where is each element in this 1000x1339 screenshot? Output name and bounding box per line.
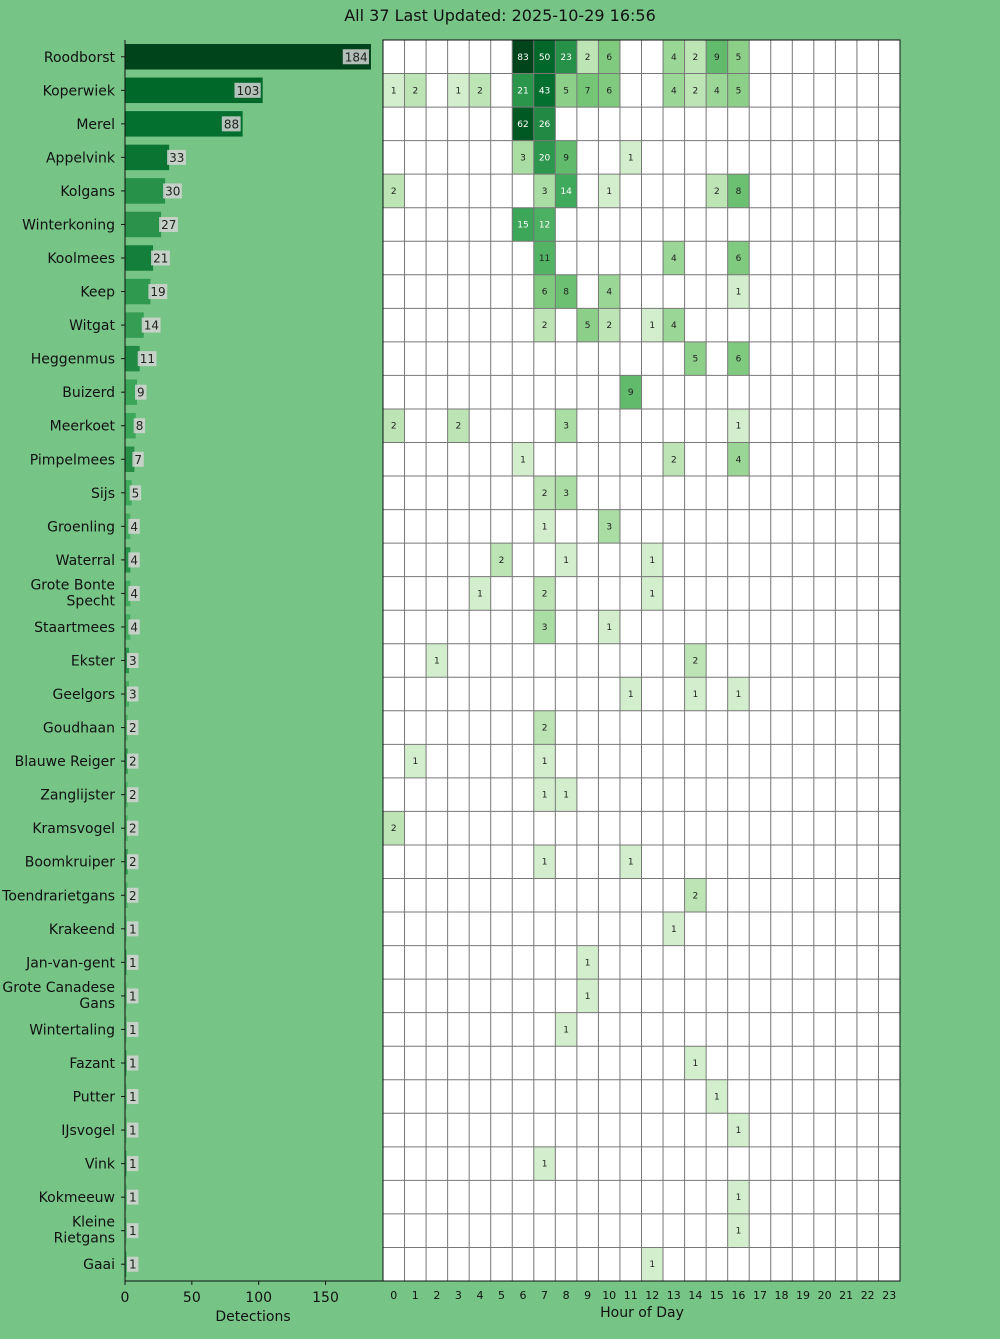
category-label: Sijs (91, 485, 115, 502)
bar-row (50, 413, 145, 438)
hour-tick-label: 7 (541, 1289, 549, 1302)
heatmap-cell-value: 1 (649, 321, 656, 332)
category-label: Kolgans (60, 183, 115, 200)
heatmap-cell-value: 3 (541, 186, 548, 197)
hour-tick-label: 10 (602, 1289, 617, 1302)
heatmap-row (534, 711, 556, 745)
bar-value-label: 4 (130, 553, 138, 568)
bar-value-label: 184 (344, 50, 368, 65)
category-label: Buizerd (62, 385, 115, 402)
bar (125, 245, 153, 270)
heatmap-cell-value: 1 (627, 857, 634, 868)
heatmap-cell-value: 1 (649, 589, 656, 600)
heatmap-row (706, 1080, 728, 1114)
bar-row (25, 950, 138, 975)
bar-value-label: 103 (236, 83, 260, 98)
heatmap-cell-value: 5 (735, 86, 742, 97)
bar (125, 178, 165, 203)
bar-value-label: 2 (129, 788, 137, 803)
category-label: Fazant (69, 1055, 115, 1072)
heatmap-cell-value: 2 (541, 488, 548, 499)
bar-value-label: 2 (129, 754, 137, 769)
bar-value-label: 7 (134, 452, 143, 467)
bar-value-label: 1 (129, 1224, 137, 1239)
category-label: IJsvogel (61, 1123, 115, 1140)
heatmap-cell-value: 5 (692, 354, 699, 365)
heatmap-row (577, 979, 599, 1013)
hour-tick-label: 4 (476, 1289, 484, 1302)
heatmap-row (577, 946, 599, 980)
heatmap-cell-value: 1 (563, 555, 569, 566)
bar-value-label: 4 (130, 620, 138, 635)
bar-row (40, 782, 138, 807)
heatmap-cell-value: 1 (584, 991, 591, 1002)
heatmap-cell-value: 1 (606, 622, 613, 633)
heatmap-row (663, 912, 685, 946)
category-label: Blauwe Reiger (14, 754, 115, 771)
hour-tick-label: 1 (411, 1289, 419, 1302)
hour-tick-label: 19 (796, 1289, 811, 1302)
hour-tick-label: 9 (584, 1289, 592, 1302)
heatmap-cell-value: 4 (735, 455, 742, 466)
bar-value-label: 1 (129, 1257, 137, 1272)
bar-value-label: 11 (139, 352, 155, 367)
category-label: Toendrarietgans (2, 888, 115, 905)
heatmap-cell-value: 1 (520, 455, 526, 466)
heatmap-cell-value: 2 (541, 321, 548, 332)
heatmap-cell-value: 2 (670, 455, 677, 466)
bar-value-label: 2 (129, 855, 137, 870)
bar-row (47, 514, 140, 539)
heatmap-cell-value: 1 (455, 86, 462, 97)
category-label: Heggenmus (30, 351, 115, 368)
hour-tick-label: 0 (390, 1289, 398, 1302)
heatmap-cell-value: 2 (541, 723, 548, 734)
heatmap-cell-value: 1 (670, 924, 677, 935)
heatmap-row (555, 1013, 577, 1047)
category-label: Groenling (47, 519, 115, 536)
heatmap-cell-value: 3 (606, 522, 613, 533)
bar-value-label: 4 (130, 586, 138, 601)
heatmap-cell-value: 2 (455, 421, 462, 432)
heatmap-cell-value: 15 (517, 220, 529, 231)
bar-value-label: 27 (161, 217, 177, 232)
heatmap-cell-value: 50 (538, 52, 551, 63)
bar-value-label: 1 (129, 922, 137, 937)
bar-row (25, 849, 139, 874)
hour-tick-label: 8 (562, 1289, 570, 1302)
bar-row (69, 1050, 138, 1075)
bar-value-label: 1 (129, 1157, 137, 1172)
hour-tick-label: 18 (774, 1289, 789, 1302)
heatmap-cell-value: 1 (390, 86, 397, 97)
heatmap-cell-value: 6 (606, 52, 613, 63)
heatmap-cell-value: 1 (735, 1126, 742, 1137)
heatmap-cell-value: 12 (538, 220, 551, 231)
heatmap-cell-value: 1 (477, 589, 483, 600)
category-label: Roodborst (43, 49, 115, 66)
bar-row (73, 1084, 139, 1109)
bar-row (2, 980, 138, 1012)
bar-value-label: 19 (150, 285, 166, 300)
hour-tick-label: 5 (497, 1289, 505, 1302)
heatmap-cell-value: 1 (735, 1193, 742, 1204)
heatmap-cell-value: 2 (390, 186, 397, 197)
bar-row (62, 379, 146, 404)
category-label: Goudhaan (42, 720, 115, 737)
bar-value-label: 2 (129, 821, 137, 836)
category-label: Jan-van-gent (26, 955, 115, 972)
heatmap-cell-value: 4 (606, 287, 613, 298)
bar-value-label: 4 (130, 519, 138, 534)
bar (125, 279, 150, 304)
heatmap-cell-value: 1 (541, 1159, 548, 1170)
bar (125, 312, 144, 337)
bar-value-label: 1 (129, 1056, 137, 1071)
heatmap-cell-value: 2 (477, 86, 483, 97)
heatmap-cell-value: 2 (584, 52, 591, 63)
bar-value-label: 2 (129, 888, 137, 903)
heatmap-row (728, 1113, 750, 1147)
heatmap-cell-value: 2 (606, 321, 613, 332)
category-label: Witgat (69, 318, 115, 335)
bar-value-label: 1 (129, 1090, 137, 1105)
bar-row (46, 145, 186, 170)
hour-tick-label: 11 (623, 1289, 638, 1302)
bar-value-label: 14 (143, 318, 160, 333)
heatmap-cell-value: 1 (433, 656, 440, 667)
hour-tick-label: 13 (666, 1289, 681, 1302)
hour-tick-label: 22 (860, 1289, 875, 1302)
hour-tick-label: 15 (709, 1289, 724, 1302)
category-label: Boomkruiper (24, 854, 115, 871)
heatmap-row (728, 1214, 750, 1248)
heatmap-cell-value: 1 (606, 186, 613, 197)
category-label: Ekster (70, 653, 115, 670)
hour-tick-label: 2 (433, 1289, 441, 1302)
heatmap-cell-value: 20 (538, 153, 551, 164)
heatmap-cell-value: 2 (692, 891, 699, 902)
heatmap-cell-value: 3 (563, 421, 569, 432)
category-label: Zanglijster (40, 787, 115, 804)
category-label: Putter (72, 1089, 115, 1106)
bar-row (47, 245, 170, 270)
bar-value-label: 33 (169, 150, 185, 165)
heatmap-cell-value: 1 (541, 757, 548, 768)
bar-row (15, 748, 139, 773)
heatmap-cell-value: 11 (538, 254, 551, 265)
heatmap-cell-value: 2 (390, 421, 397, 432)
heatmap-cell-value: 4 (670, 52, 677, 63)
heatmap-cell-value: 1 (627, 690, 634, 701)
heatmap-cell-value: 2 (498, 555, 505, 566)
category-label: Appelvink (45, 150, 115, 167)
bar-value-label: 88 (223, 117, 240, 132)
bar-row (60, 178, 181, 203)
heatmap-cell-value: 1 (649, 555, 656, 566)
bar-value-label: 1 (129, 955, 137, 970)
hour-tick-label: 3 (454, 1289, 462, 1302)
bar-row (91, 480, 141, 505)
bar-row (29, 1017, 138, 1042)
bar-value-label: 30 (165, 184, 181, 199)
bar-value-label: 5 (131, 486, 140, 501)
heatmap-cell-value: 4 (670, 321, 677, 332)
heatmap-cell-value: 2 (390, 824, 397, 835)
heatmap-row (685, 1046, 707, 1080)
bar-x-axis-label: Detections (215, 1309, 291, 1325)
bar (125, 145, 169, 170)
category-label: Staartmees (34, 619, 115, 636)
heatmap-cell-value: 5 (563, 86, 569, 97)
heatmap-cell-value: 4 (670, 86, 677, 97)
bar-row (34, 614, 140, 639)
heatmap-row (383, 811, 405, 845)
x-tick-label: 50 (182, 1290, 201, 1306)
hour-tick-label: 21 (839, 1289, 854, 1302)
heatmap-cell-value: 1 (584, 958, 591, 969)
category-label: Kramsvogel (32, 821, 115, 838)
heatmap-cell-value: 6 (541, 287, 548, 298)
heatmap-row (728, 1180, 750, 1214)
heatmap-cell-value: 1 (692, 690, 699, 701)
x-tick-label: 0 (120, 1290, 130, 1306)
heatmap-cell-value: 4 (670, 254, 677, 265)
heatmap-cell-value: 1 (541, 790, 548, 801)
heatmap-panel (383, 40, 900, 1302)
bar-row (69, 312, 160, 337)
category-label: Gaai (83, 1257, 115, 1274)
heatmap-cell-value: 8 (563, 287, 569, 298)
category-label: Pimpelmees (29, 452, 115, 469)
heatmap-row (534, 1147, 556, 1181)
hour-tick-label: 12 (645, 1289, 660, 1302)
bar-row (39, 1184, 139, 1209)
bar-row (31, 346, 157, 371)
bar-row (80, 279, 167, 304)
bar-value-label: 1 (129, 989, 137, 1004)
heatmap-cell-value: 1 (649, 1260, 656, 1271)
hour-tick-label: 14 (688, 1289, 703, 1302)
heatmap-cell-value: 4 (714, 86, 720, 97)
heatmap-cell-value: 1 (563, 1025, 569, 1036)
heatmap-cell-value: 21 (517, 86, 529, 97)
bar-row (22, 212, 178, 237)
heatmap-cell-value: 6 (735, 254, 742, 265)
bar-row (32, 815, 138, 840)
heatmap-cell-value: 2 (692, 52, 699, 63)
heatmap-cell-value: 1 (735, 287, 742, 298)
heatmap-cell-value: 83 (517, 52, 529, 63)
bar (125, 212, 161, 237)
hour-tick-label: 23 (882, 1289, 897, 1302)
bar-row (30, 447, 144, 472)
heatmap-x-axis-label: Hour of Day (600, 1305, 684, 1321)
heatmap-cell-value: 3 (541, 622, 548, 633)
bar-row (85, 1151, 139, 1176)
bar-value-label: 3 (129, 687, 137, 702)
category-label: Waterral (55, 552, 115, 569)
hour-tick-label: 16 (731, 1289, 746, 1302)
heatmap-cell-value: 1 (735, 421, 742, 432)
heatmap-cell-value: 5 (584, 321, 591, 332)
heatmap-cell-value: 3 (520, 153, 526, 164)
category-label: Grote Canadese Gans (2, 979, 115, 1012)
category-label: Koolmees (47, 251, 115, 268)
category-label: Geelgors (52, 687, 115, 704)
bar-row (43, 715, 138, 740)
heatmap-row (685, 879, 707, 913)
heatmap-row (620, 375, 642, 409)
bar-value-label: 8 (135, 419, 144, 434)
bar-row (71, 648, 139, 673)
heatmap-cell-value: 1 (692, 1058, 699, 1069)
hour-tick-label: 20 (817, 1289, 832, 1302)
heatmap-cell-value: 14 (560, 186, 572, 197)
bar (125, 346, 140, 371)
category-label: Keep (80, 284, 115, 301)
heatmap-cell-value: 3 (563, 488, 569, 499)
bar-value-label: 3 (129, 654, 137, 668)
bar-row (61, 1117, 138, 1142)
heatmap-cell-value: 9 (627, 388, 634, 399)
heatmap-cell-value: 23 (560, 52, 572, 63)
bar-chart-panel (1, 40, 383, 1306)
heatmap-cell-value: 9 (714, 52, 720, 63)
bar-row (30, 577, 139, 609)
heatmap-cell-value: 8 (735, 186, 742, 197)
bar-value-label: 1 (129, 1190, 137, 1205)
heatmap-cell-value: 2 (714, 186, 720, 197)
heatmap-cell-value: 2 (692, 86, 699, 97)
category-label: Krakeend (48, 921, 115, 938)
heatmap-cell-value: 1 (412, 757, 419, 768)
heatmap-cell-value: 26 (538, 119, 551, 130)
bar-row (54, 1215, 139, 1247)
category-label: Meerkoet (49, 418, 115, 435)
heatmap-cell-value: 6 (735, 354, 742, 365)
bar-value-label: 1 (129, 1022, 137, 1037)
bar-value-label: 1 (129, 1123, 137, 1138)
category-label: Koperwiek (42, 83, 115, 100)
bar-value-label: 21 (153, 251, 169, 266)
heatmap-cell-value: 1 (627, 153, 634, 164)
heatmap-cell-value: 2 (412, 86, 419, 97)
bar-row (1, 883, 138, 908)
bar-row (56, 547, 140, 572)
heatmap-cell-value: 2 (692, 656, 699, 667)
heatmap-cell-value: 1 (714, 1092, 720, 1103)
hour-tick-label: 6 (519, 1289, 527, 1302)
heatmap-cell-value: 5 (735, 52, 742, 63)
heatmap-cell-value: 7 (584, 86, 591, 97)
chart-title: All 37 Last Updated: 2025-10-29 16:56 (344, 6, 656, 25)
x-tick-label: 100 (245, 1290, 273, 1306)
category-label: Kleine Rietgans (53, 1214, 115, 1247)
bar-row (83, 1251, 138, 1276)
hour-tick-label: 17 (752, 1289, 767, 1302)
category-label: Merel (76, 116, 115, 133)
bar (125, 44, 371, 69)
heatmap-cell-value: 2 (541, 589, 548, 600)
heatmap-cell-value: 1 (735, 1226, 742, 1237)
heatmap-cell-value: 1 (563, 790, 569, 801)
category-label: Wintertaling (29, 1022, 115, 1039)
heatmap-row (642, 1247, 664, 1281)
category-label: Vink (84, 1156, 115, 1173)
heatmap-cell-value: 43 (538, 86, 551, 97)
x-tick-label: 150 (312, 1290, 339, 1306)
category-label: Winterkoning (22, 217, 115, 234)
heatmap-cell-value: 9 (563, 153, 569, 164)
category-label: Kokmeeuw (38, 1190, 115, 1207)
heatmap-cell-value: 1 (735, 690, 742, 701)
heatmap-cell-value: 62 (517, 119, 529, 130)
heatmap-cell-value: 1 (541, 522, 548, 533)
category-label: Grote Bonte Specht (30, 577, 115, 610)
bar-row (44, 44, 371, 69)
bar-value-label: 9 (137, 385, 145, 400)
bar-row (76, 111, 242, 136)
bar-row (53, 681, 139, 706)
heatmap-cell-value: 1 (541, 857, 548, 868)
bar-value-label: 2 (129, 721, 137, 736)
bar-row (43, 78, 263, 103)
heatmap-cell-value: 6 (606, 86, 613, 97)
